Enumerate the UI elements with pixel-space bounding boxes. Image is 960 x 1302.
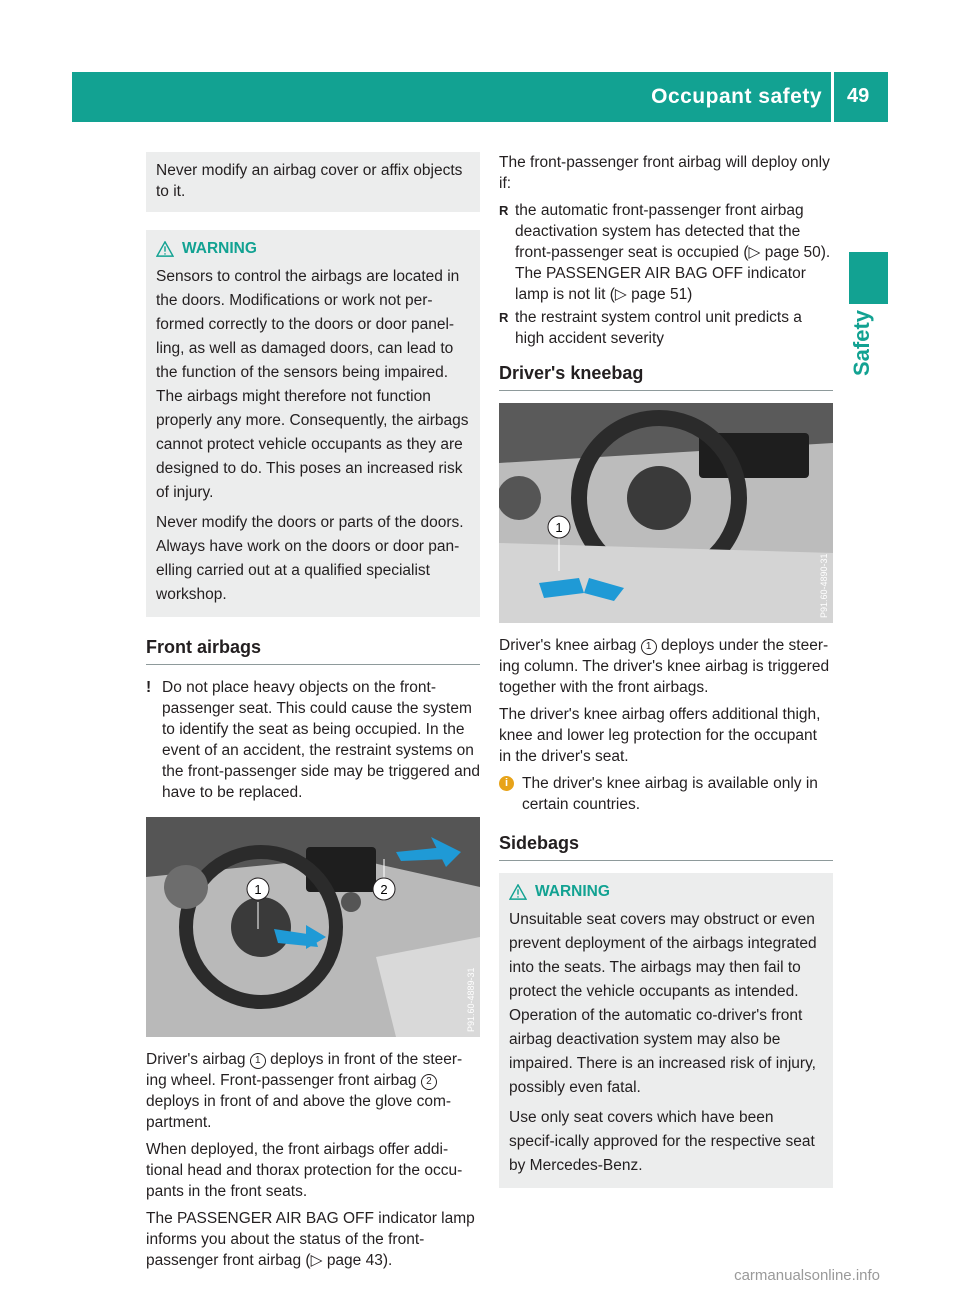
heavy-objects-note — [146, 677, 480, 803]
airbag-cover-note: Never modify an airbag cover or affix objects to it. — [156, 162, 463, 200]
front-airbags-photo — [146, 817, 480, 1037]
left-column — [146, 152, 480, 1277]
deploy-conditions-list — [499, 200, 833, 349]
warning-heading — [156, 238, 470, 259]
warning-heading — [509, 881, 823, 902]
airbag-cover-note-box — [146, 152, 480, 212]
front-airbag-caption: Driver's airbag 1 deploys in front of the steer-ing wheel. Front-passenger front airbag 2 deploys in front of and above the glove com-partment. — [146, 1051, 463, 1131]
warning-triangle-icon — [156, 241, 174, 257]
section-title-kneebag: Driver's kneebag — [499, 363, 833, 391]
warning-text-1: Sensors to control the airbags are located in the doors. Modifications or work not per-formed correctly to the doors or door panel-ling, as well as damaged doors, can lead to the function of the sensors being impaired. The airbags might therefore not function properly any more. Consequently, the airbags cannot protect vehicle occupants as they are designed to do. This poses an increased risk of injury. — [156, 268, 469, 501]
caption-callout-2: 2 — [421, 1074, 437, 1090]
chapter-title: Occupant safety — [651, 85, 822, 108]
bullet-icon: R — [499, 310, 509, 325]
callout-1: 1 — [254, 882, 262, 897]
side-label: Safety — [849, 309, 874, 376]
kneebag-info-note: i The driver's knee airbag is available only in certain countries. — [499, 773, 833, 815]
warning-label: WARNING — [182, 240, 257, 257]
warning-text-2: Never modify the doors or parts of the doors. Always have work on the doors or door pan-elling carried out at a qualified specialist workshop. — [156, 514, 464, 603]
page-ref-arrow-icon: ▷ — [614, 286, 627, 303]
list-item: R the automatic front-passenger front airbag deactivation system has detected that the front-passenger seat is occupied (▷ page 50). The PASSENGER AIR BAG OFF indicator lamp is not lit (▷ page 51) — [499, 202, 831, 303]
note-exclamation-icon: ! — [146, 679, 152, 696]
deploy-conditions-intro: The front-passenger front airbag will deploy only if: — [499, 154, 830, 192]
warning-text-1: Unsuitable seat covers may obstruct or even prevent deployment of the airbags integrated into the seats. The airbags may then fail to protect the vehicle occupants as intended. Operation of the automatic co-driver's front airbag deactivation system may also be impaired. There is an increased risk of injury, possibly even fatal. — [509, 911, 817, 1096]
bullet-icon: R — [499, 203, 509, 218]
image-code: P91.60-4889-31 — [466, 967, 476, 1032]
doors-warning-box — [146, 230, 480, 617]
warning-text-2: Use only seat covers which have been specif-ically approved for the respective seat by Mercedes-Benz. — [509, 1109, 815, 1174]
image-code: P91.60-4890-31 — [819, 553, 829, 618]
front-airbags-illustration — [146, 817, 480, 1037]
seat-covers-warning-box — [499, 873, 833, 1188]
page-ref-arrow-icon: ▷ — [748, 244, 761, 261]
warning-triangle-icon — [509, 884, 527, 900]
kneebag-photo — [499, 403, 833, 623]
section-title-sidebags: Sidebags — [499, 833, 833, 861]
callout-2: 2 — [380, 882, 388, 897]
page-ref-arrow-icon: ▷ — [310, 1252, 323, 1269]
kneebag-illustration — [499, 403, 833, 623]
callout-1: 1 — [555, 520, 563, 535]
deployed-text: When deployed, the front airbags offer addi-tional head and thorax protection for the occu-pants in the front seats. — [146, 1141, 463, 1200]
caption-callout-1: 1 — [250, 1053, 266, 1069]
indicator-lamp-text: The PASSENGER AIR BAG OFF indicator lamp informs you about the status of the front-passenger front airbag (▷ page 43). — [146, 1210, 475, 1269]
note-text: Do not place heavy objects on the front-passenger seat. This could cause the system to identify the seat as being occupied. In the event of an accident, the restraint systems on the front-passenger side may be triggered and have to be replaced. — [162, 679, 480, 801]
header-separator — [831, 72, 834, 122]
side-tab-marker — [849, 252, 888, 304]
list-item: R the restraint system control unit predicts a high accident severity — [499, 309, 802, 347]
info-icon: i — [499, 776, 514, 791]
kneebag-caption: Driver's knee airbag 1 deploys under the steer-ing column. The driver's knee airbag is triggered together with the front airbags. — [499, 637, 830, 696]
kneebag-protection-text: The driver's knee airbag offers additional thigh, knee and lower leg protection for the occupant in the driver's seat. — [499, 706, 821, 765]
page-number: 49 — [847, 85, 870, 107]
footer-watermark: carmanualsonline.info — [734, 1267, 880, 1284]
caption-callout-1: 1 — [641, 639, 657, 655]
section-title-front-airbags: Front airbags — [146, 637, 480, 665]
right-column — [499, 152, 833, 1188]
warning-label: WARNING — [535, 883, 610, 900]
